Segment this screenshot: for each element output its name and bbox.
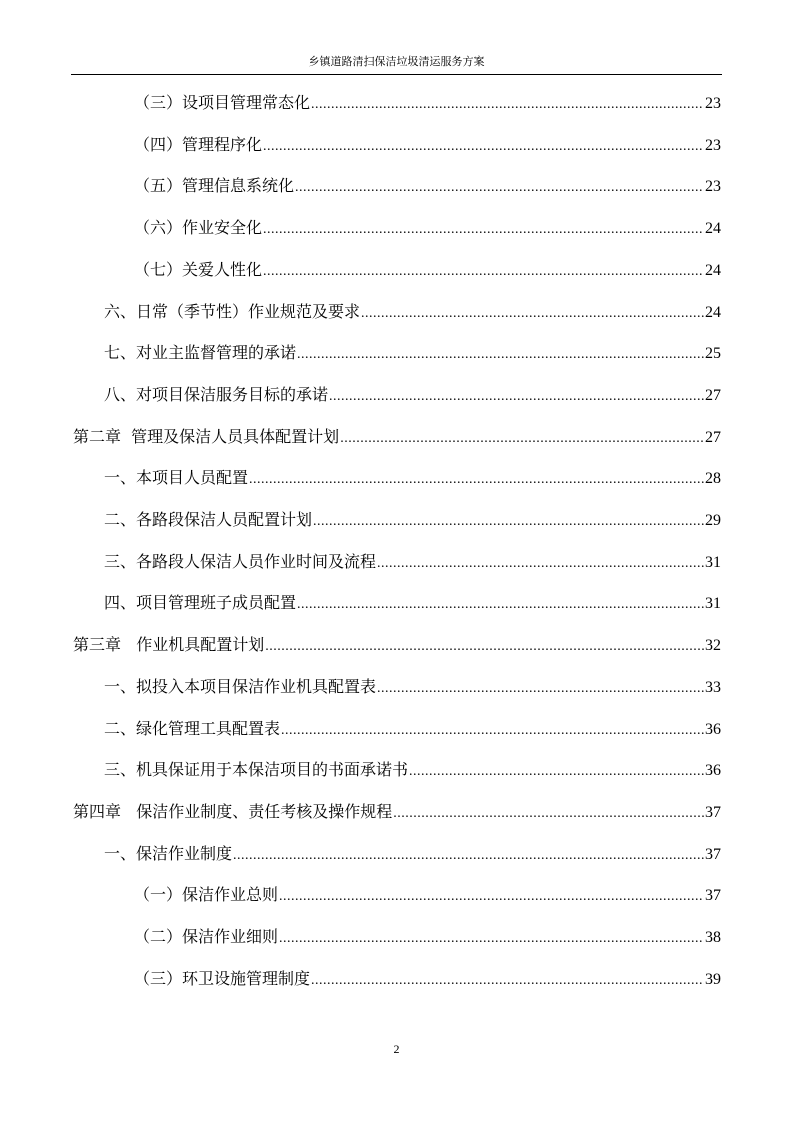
- dot-leader: [279, 884, 704, 910]
- toc-entry-title: 三、各路段人保洁人员作业时间及流程: [104, 551, 377, 571]
- toc-entry[interactable]: [104, 507, 721, 533]
- dot-leader: [233, 843, 704, 869]
- toc-entry-title: （六）作业安全化: [134, 218, 263, 238]
- dot-leader: [340, 426, 704, 452]
- toc-entry[interactable]: [134, 924, 721, 950]
- toc-entry[interactable]: [134, 215, 721, 241]
- toc-entry[interactable]: [104, 299, 721, 325]
- toc-entry[interactable]: [104, 674, 721, 700]
- toc-entry-page: 24: [705, 261, 721, 279]
- toc-entry-page: 31: [705, 553, 721, 571]
- toc-entry-title: （三）设项目管理常态化: [134, 93, 311, 112]
- toc-entry-title: 三、机具保证用于本保洁项目的书面承诺书: [104, 760, 409, 780]
- dot-leader: [279, 926, 704, 952]
- dot-leader: [409, 759, 704, 785]
- dot-leader: [263, 134, 704, 160]
- dot-leader: [265, 634, 704, 660]
- toc-entry-page: 29: [705, 512, 721, 529]
- toc-entry[interactable]: [104, 757, 721, 783]
- toc-entry-page: 38: [705, 929, 721, 946]
- toc-entry[interactable]: [104, 382, 721, 408]
- dot-leader: [377, 676, 704, 702]
- toc-entry-title: 第二章 管理及保洁人员具体配置计划: [73, 426, 340, 446]
- toc-entry[interactable]: [134, 173, 721, 199]
- dot-leader: [249, 467, 704, 493]
- toc-entry-title: 第四章 保洁作业制度、责任考核及操作规程: [73, 801, 393, 821]
- toc-entry-page: 31: [705, 595, 721, 613]
- page-number: 2: [393, 1042, 400, 1056]
- toc-entry-title: 一、拟投入本项目保洁作业机具配置表: [104, 676, 377, 696]
- header-rule: [71, 74, 722, 75]
- dot-leader: [329, 384, 704, 410]
- toc-entry[interactable]: [104, 549, 721, 575]
- toc-entry[interactable]: [104, 716, 721, 742]
- toc-entry-page: 36: [705, 720, 721, 738]
- toc-entry[interactable]: [134, 132, 721, 158]
- toc-entry[interactable]: [73, 799, 721, 825]
- toc-entry-title: 四、项目管理班子成员配置: [104, 593, 297, 613]
- dot-leader: [263, 217, 704, 243]
- toc-entry-page: 36: [705, 762, 721, 780]
- dot-leader: [393, 801, 704, 827]
- toc-entry[interactable]: [104, 590, 721, 616]
- toc-entry-page: 25: [705, 345, 721, 363]
- toc-entry-page: 28: [705, 470, 721, 488]
- toc-entry-title: （一）保洁作业总则: [134, 885, 279, 905]
- toc-entry-title: 一、保洁作业制度: [104, 843, 233, 863]
- toc-entry[interactable]: [134, 257, 721, 283]
- dot-leader: [295, 175, 704, 201]
- toc-entry-title: （五）管理信息系统化: [134, 176, 295, 196]
- toc-entry-title: 八、对项目保洁服务目标的承诺: [104, 384, 329, 404]
- toc-entry-title: （三）环卫设施管理制度: [134, 968, 311, 988]
- dot-leader: [377, 551, 704, 577]
- toc-entry[interactable]: [104, 841, 721, 867]
- toc-entry-page: 37: [705, 887, 721, 905]
- toc-entry[interactable]: [104, 340, 721, 366]
- dot-leader: [311, 968, 704, 994]
- toc-entry-page: 24: [705, 220, 721, 238]
- dot-leader: [313, 509, 704, 535]
- dot-leader: [297, 342, 704, 368]
- toc-entry-title: （四）管理程序化: [134, 134, 263, 154]
- toc-entry-title: 七、对业主监督管理的承诺: [104, 343, 297, 363]
- toc-entry-page: 37: [705, 803, 721, 821]
- toc-entry[interactable]: [134, 90, 721, 116]
- toc-entry-title: （二）保洁作业细则: [134, 927, 279, 946]
- dot-leader: [281, 718, 704, 744]
- toc-entry-page: 23: [705, 136, 721, 154]
- toc-entry-page: 24: [705, 303, 721, 321]
- toc-entry[interactable]: [73, 632, 721, 658]
- toc-entry-page: 27: [705, 428, 721, 446]
- toc-entry-title: （七）关爱人性化: [134, 259, 263, 279]
- toc-entry-title: 二、各路段保洁人员配置计划: [104, 510, 313, 529]
- toc-entry[interactable]: [134, 966, 721, 992]
- toc-entry-page: 33: [705, 678, 721, 696]
- toc-entry-title: 二、绿化管理工具配置表: [104, 718, 281, 738]
- toc-entry-title: 六、日常（季节性）作业规范及要求: [104, 301, 361, 321]
- toc-entry-page: 37: [705, 845, 721, 863]
- toc-entry-title: 第三章 作业机具配置计划: [73, 635, 265, 655]
- toc-entry-title: 一、本项目人员配置: [104, 468, 249, 488]
- toc-entry-page: 39: [705, 970, 721, 988]
- toc-entry-page: 23: [705, 178, 721, 196]
- toc-entry[interactable]: [104, 465, 721, 491]
- toc-entry[interactable]: [73, 424, 721, 450]
- toc-entry-page: 23: [705, 95, 721, 112]
- toc-entry-page: 32: [705, 637, 721, 655]
- dot-leader: [361, 301, 704, 327]
- dot-leader: [297, 592, 704, 618]
- toc-entry[interactable]: [134, 882, 721, 908]
- running-header: 乡镇道路清扫保洁垃圾清运服务方案: [308, 55, 485, 68]
- dot-leader: [263, 259, 704, 285]
- dot-leader: [311, 92, 704, 118]
- toc-entry-page: 27: [705, 386, 721, 404]
